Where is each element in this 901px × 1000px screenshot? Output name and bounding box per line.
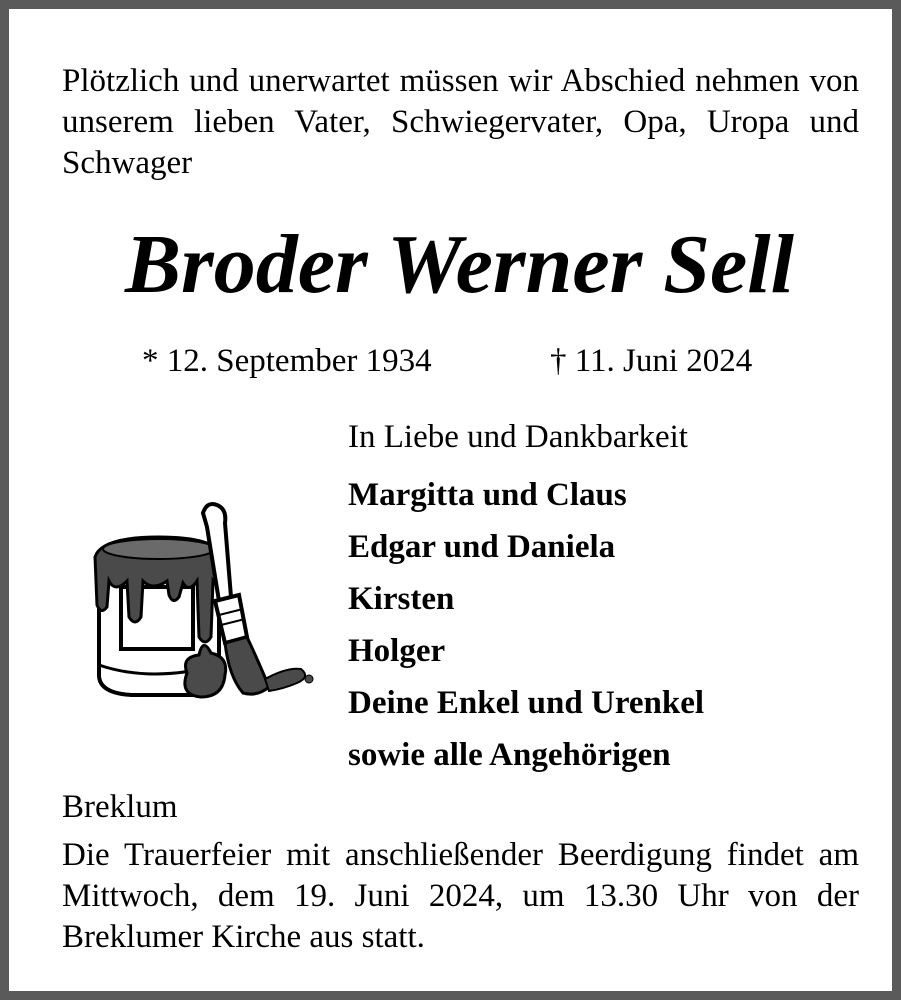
mourners-list [348, 469, 704, 781]
mourner-item: Holger [348, 633, 446, 669]
mourner-item: Deine Enkel und Urenkel [348, 685, 705, 721]
mourner-item: Margitta und Claus [348, 477, 627, 513]
paint-bucket-and-brush-icon [91, 497, 321, 707]
place-name: Breklum [62, 789, 178, 825]
death-date: † 11. Juni 2024 [550, 343, 753, 379]
thanks-line: In Liebe und Dankbarkeit [348, 419, 688, 455]
service-details: Die Trauerfeier mit anschließender Beerdigung findet am Mittwoch, dem 19. Juni 2024, um 13.30 Uhr von der Breklumer Kirche aus statt. [62, 837, 859, 955]
mourner-item: sowie alle Angehörigen [348, 737, 671, 773]
mourner-item: Kirsten [348, 581, 455, 617]
deceased-name: Broder Werner Sell [125, 218, 794, 311]
birth-date: * 12. September 1934 [142, 343, 432, 379]
intro-text: Plötzlich und unerwartet müssen wir Abschied nehmen von unserem lieben Vater, Schwiegervater, Opa, Uropa und Schwager [62, 63, 859, 181]
mourner-item: Edgar und Daniela [348, 529, 616, 565]
